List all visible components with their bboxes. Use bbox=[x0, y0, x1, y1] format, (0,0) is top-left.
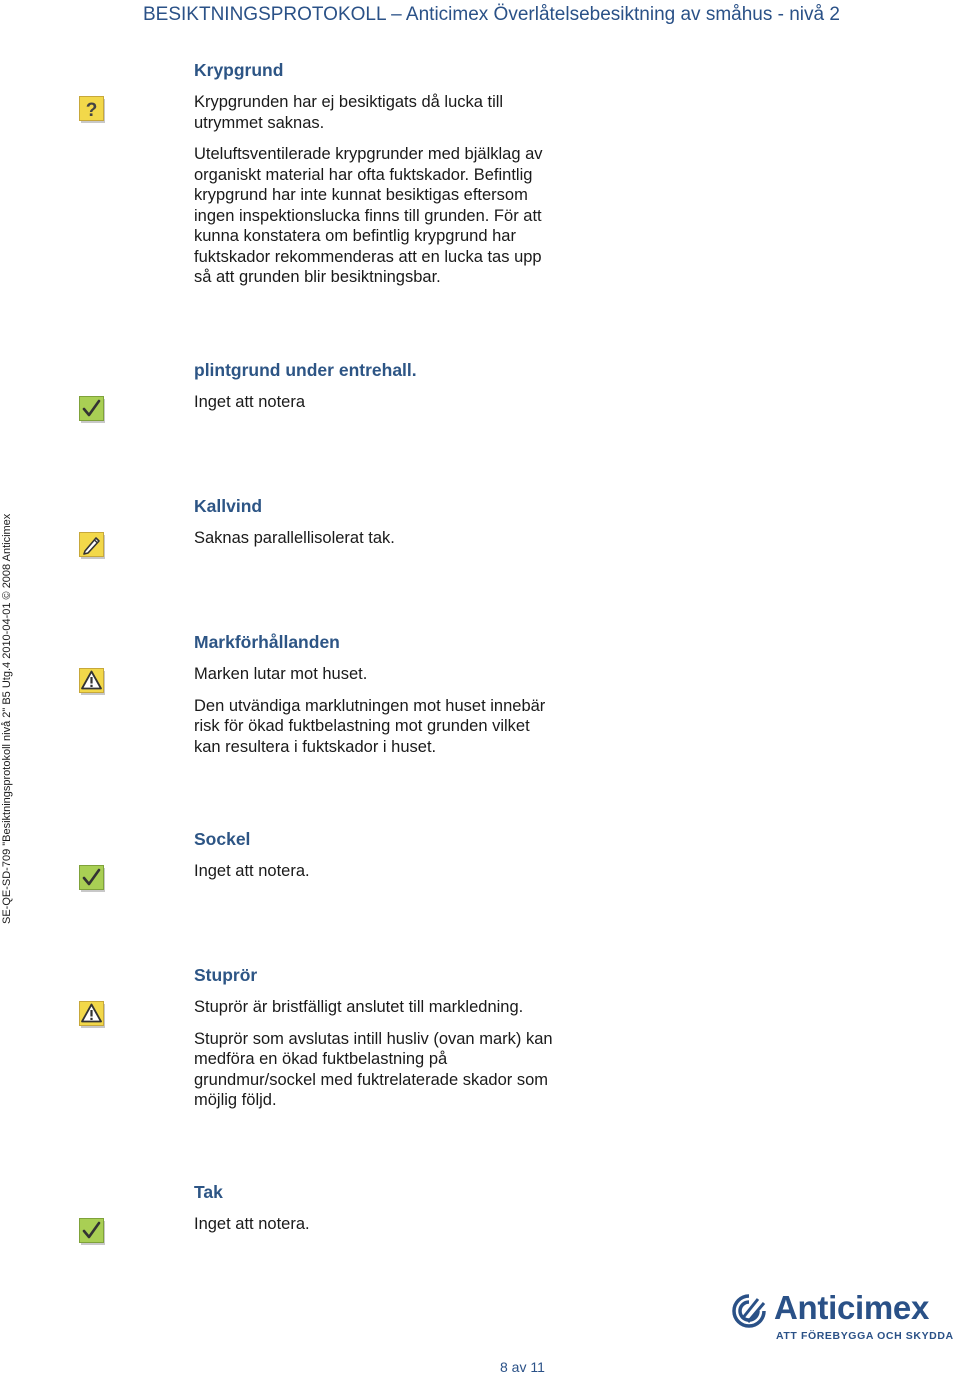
section-body bbox=[194, 92, 554, 299]
paragraph: Inget att notera bbox=[194, 393, 305, 411]
side-reference-text: SE-QE-SD-709 "Besiktningsprotokoll nivå 2" B5 Utg.4 2010-04-01 © 2008 Anticimex bbox=[1, 513, 13, 924]
paragraph: Uteluftsventilerade krypgrunder med bjälklag av organiskt material har ofta fuktskador. Befintlig krypgrund har inte kunnat besiktigas eftersom ingen inspektionslucka finns till grunden. För att kunna konstatera om befintlig krypgrund har fuktskador rekommenderas att en lucka tas upp så att grunden blir besiktningsbar. bbox=[194, 145, 543, 286]
section-body bbox=[194, 528, 554, 560]
logo-mark-icon bbox=[728, 1293, 770, 1329]
paragraph: Den utvändiga marklutningen mot huset innebär risk för ökad fuktbelastning mot grunden vilket kan resultera i fuktskador i huset. bbox=[194, 696, 546, 756]
section-body bbox=[194, 861, 554, 893]
paragraph: Krypgrunden har ej besiktigats då lucka till utrymmet saknas. bbox=[194, 93, 504, 132]
pencil-icon bbox=[79, 532, 107, 560]
paragraph: Stuprör är bristfälligt anslutet till markledning. bbox=[194, 998, 524, 1016]
section-body bbox=[194, 1214, 554, 1246]
section-body bbox=[194, 664, 554, 768]
paragraph: Inget att notera. bbox=[194, 1215, 310, 1233]
paragraph: Marken lutar mot huset. bbox=[194, 665, 368, 683]
question-icon bbox=[79, 96, 107, 124]
section-title: plintgrund under entrehall. bbox=[194, 360, 417, 380]
section-title: Kallvind bbox=[194, 496, 263, 516]
warning-icon bbox=[79, 668, 107, 696]
document-header: BESIKTNINGSPROTOKOLL – Anticimex Överlåtelsebesiktning av småhus - nivå 2 bbox=[143, 4, 840, 25]
check-icon bbox=[79, 865, 107, 893]
logo-tagline: ATT FÖREBYGGA OCH SKYDDA bbox=[776, 1330, 954, 1342]
svg-text:?: ? bbox=[85, 100, 98, 121]
section-title: Sockel bbox=[194, 829, 251, 849]
section-body bbox=[194, 997, 554, 1122]
section-title: Markförhållanden bbox=[194, 632, 340, 652]
section-title: Stuprör bbox=[194, 965, 258, 985]
check-icon bbox=[79, 1218, 107, 1246]
paragraph: Inget att notera. bbox=[194, 862, 310, 880]
page-number: 8 av 11 bbox=[500, 1359, 545, 1375]
section-title: Krypgrund bbox=[194, 60, 284, 80]
logo-wordmark: Anticimex bbox=[774, 1289, 930, 1326]
paragraph: Stuprör som avslutas intill husliv (ovan mark) kan medföra en ökad fuktbelastning på grundmur/sockel med fuktrelaterade skador som möjlig följd. bbox=[194, 1029, 553, 1109]
anticimex-logo bbox=[728, 1289, 954, 1344]
check-icon bbox=[79, 396, 107, 424]
warning-icon bbox=[79, 1001, 107, 1029]
section-title: Tak bbox=[194, 1182, 223, 1202]
paragraph: Saknas parallellisolerat tak. bbox=[194, 529, 395, 547]
section-body bbox=[194, 392, 554, 424]
